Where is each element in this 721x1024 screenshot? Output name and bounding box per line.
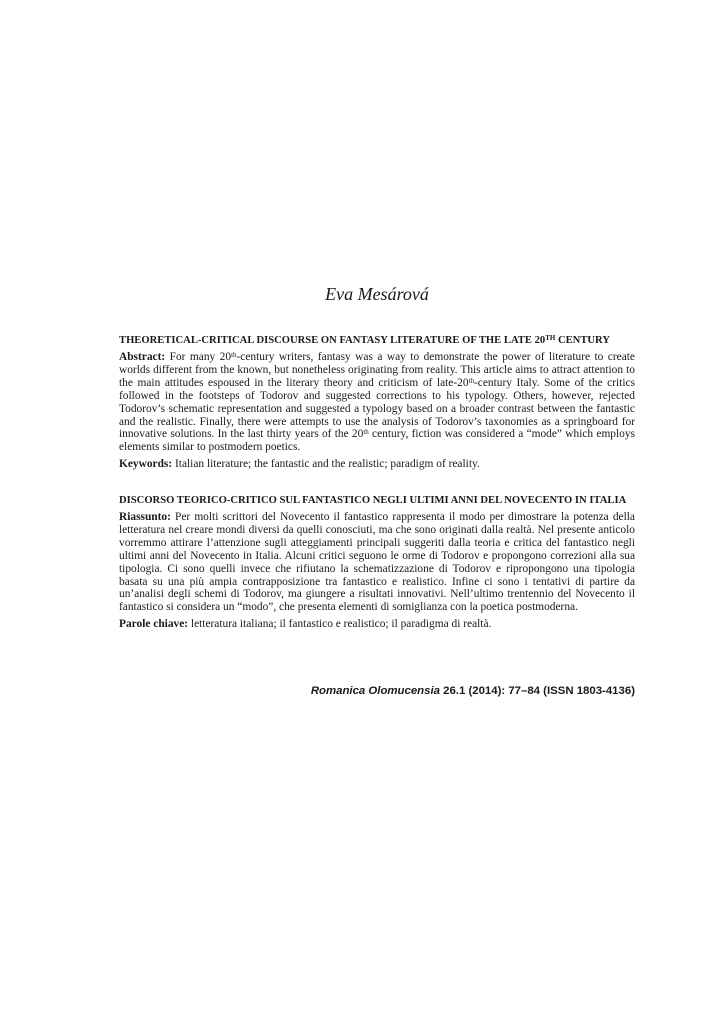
abstract-superscript-3: th <box>363 428 369 437</box>
abstract-text-part-2: -century writers, fantasy was a way to demonstrate the power of literature to create worlds different from the known, but nonetheless originating from reality. This article aims to attract attention to the main attitudes espoused in the literary theory and criticism of late-20 <box>119 351 635 389</box>
parole-chiave-label: Parole chiave: <box>119 618 189 631</box>
author-name: Eva Mesárová <box>325 284 429 304</box>
english-title-end: CENTURY <box>555 335 610 346</box>
abstract-text-part-4: century, fiction was considered a “mode” which employs elements similar to postmodern poetics. <box>119 428 635 454</box>
article-first-page <box>119 0 635 1024</box>
keywords-label: Keywords: <box>119 458 173 471</box>
riassunto-label: Riassunto: <box>119 511 171 523</box>
abstract-text-part-1: For many 20 <box>165 351 232 363</box>
english-abstract <box>119 351 635 454</box>
abstract-superscript-1: th <box>231 351 237 359</box>
journal-name: Romanica Olomucensia <box>310 685 440 697</box>
citation-details: 26.1 (2014): 77–84 (ISSN 1803-4136) <box>439 685 635 697</box>
keywords-text: Italian literature; the fantastic and the realistic; paradigm of reality. <box>172 458 480 471</box>
english-keywords <box>119 458 635 471</box>
italian-keywords <box>119 618 635 631</box>
abstract-text-part-3: -century Italy. Some of the critics followed in the footsteps of Todorov and suggested corrections to his typology. Others, however, rejected Todorov’s schematic representation and suggested a typology based on a broader contrast between the fantastic and the realistic. Finally, there were attempts to use the analysis of Todorov’s taxonomies as a springboard for innovative solutions. In the last thirty years of the 20 <box>119 376 636 441</box>
abstract-label: Abstract: <box>119 351 166 363</box>
english-title-text: THEORETICAL-CRITICAL DISCOURSE ON FANTASY LITERATURE OF THE LATE 20 <box>119 335 546 346</box>
english-title <box>119 334 635 347</box>
italian-title: DISCORSO TEORICO-CRITICO SUL FANTASTICO NEGLI ULTIMI ANNI DEL NOVECENTO IN ITALIA <box>119 495 627 506</box>
riassunto-text: Per molti scrittori del Novecento il fantastico rappresenta il modo per dimostrare la potenza della letteratura nel creare mondi diversi da quelli conosciuti, ma che sono originati dalla realtà. Nel presente anticolo vorremmo attirare l’attenzione sugli atteggiamenti principali suggeriti dalla teoria e critica del fantastico negli ultimi anni del Novecento in Italia. Alcuni critici seguono le orme di Todorov e propongono correzioni alla sua tipologia. Ci sono quelli invece che rifiutano la schematizzazione di Todorov e ripropongono una tipologia basata su una più ampia contrapposizione tra fantastico e realistico. Infine ci sono i tentativi di partire da un’analisi degli schemi di Todorov, ma giungere a risultati innovativi. Nell’ultimo trentennio del Novecento il fantastico si considera un “modo”, che presenta elementi di somiglianza con la poetica postmoderna. <box>119 511 635 614</box>
italian-summary <box>119 494 635 631</box>
parole-chiave-text: letteratura italiana; il fantastico e realistico; il paradigma di realtà. <box>188 618 492 631</box>
journal-citation <box>311 684 635 698</box>
english-title-superscript: TH <box>545 334 556 342</box>
italian-abstract <box>119 511 635 614</box>
english-summary <box>119 334 635 471</box>
abstract-superscript-2: th <box>468 376 475 385</box>
